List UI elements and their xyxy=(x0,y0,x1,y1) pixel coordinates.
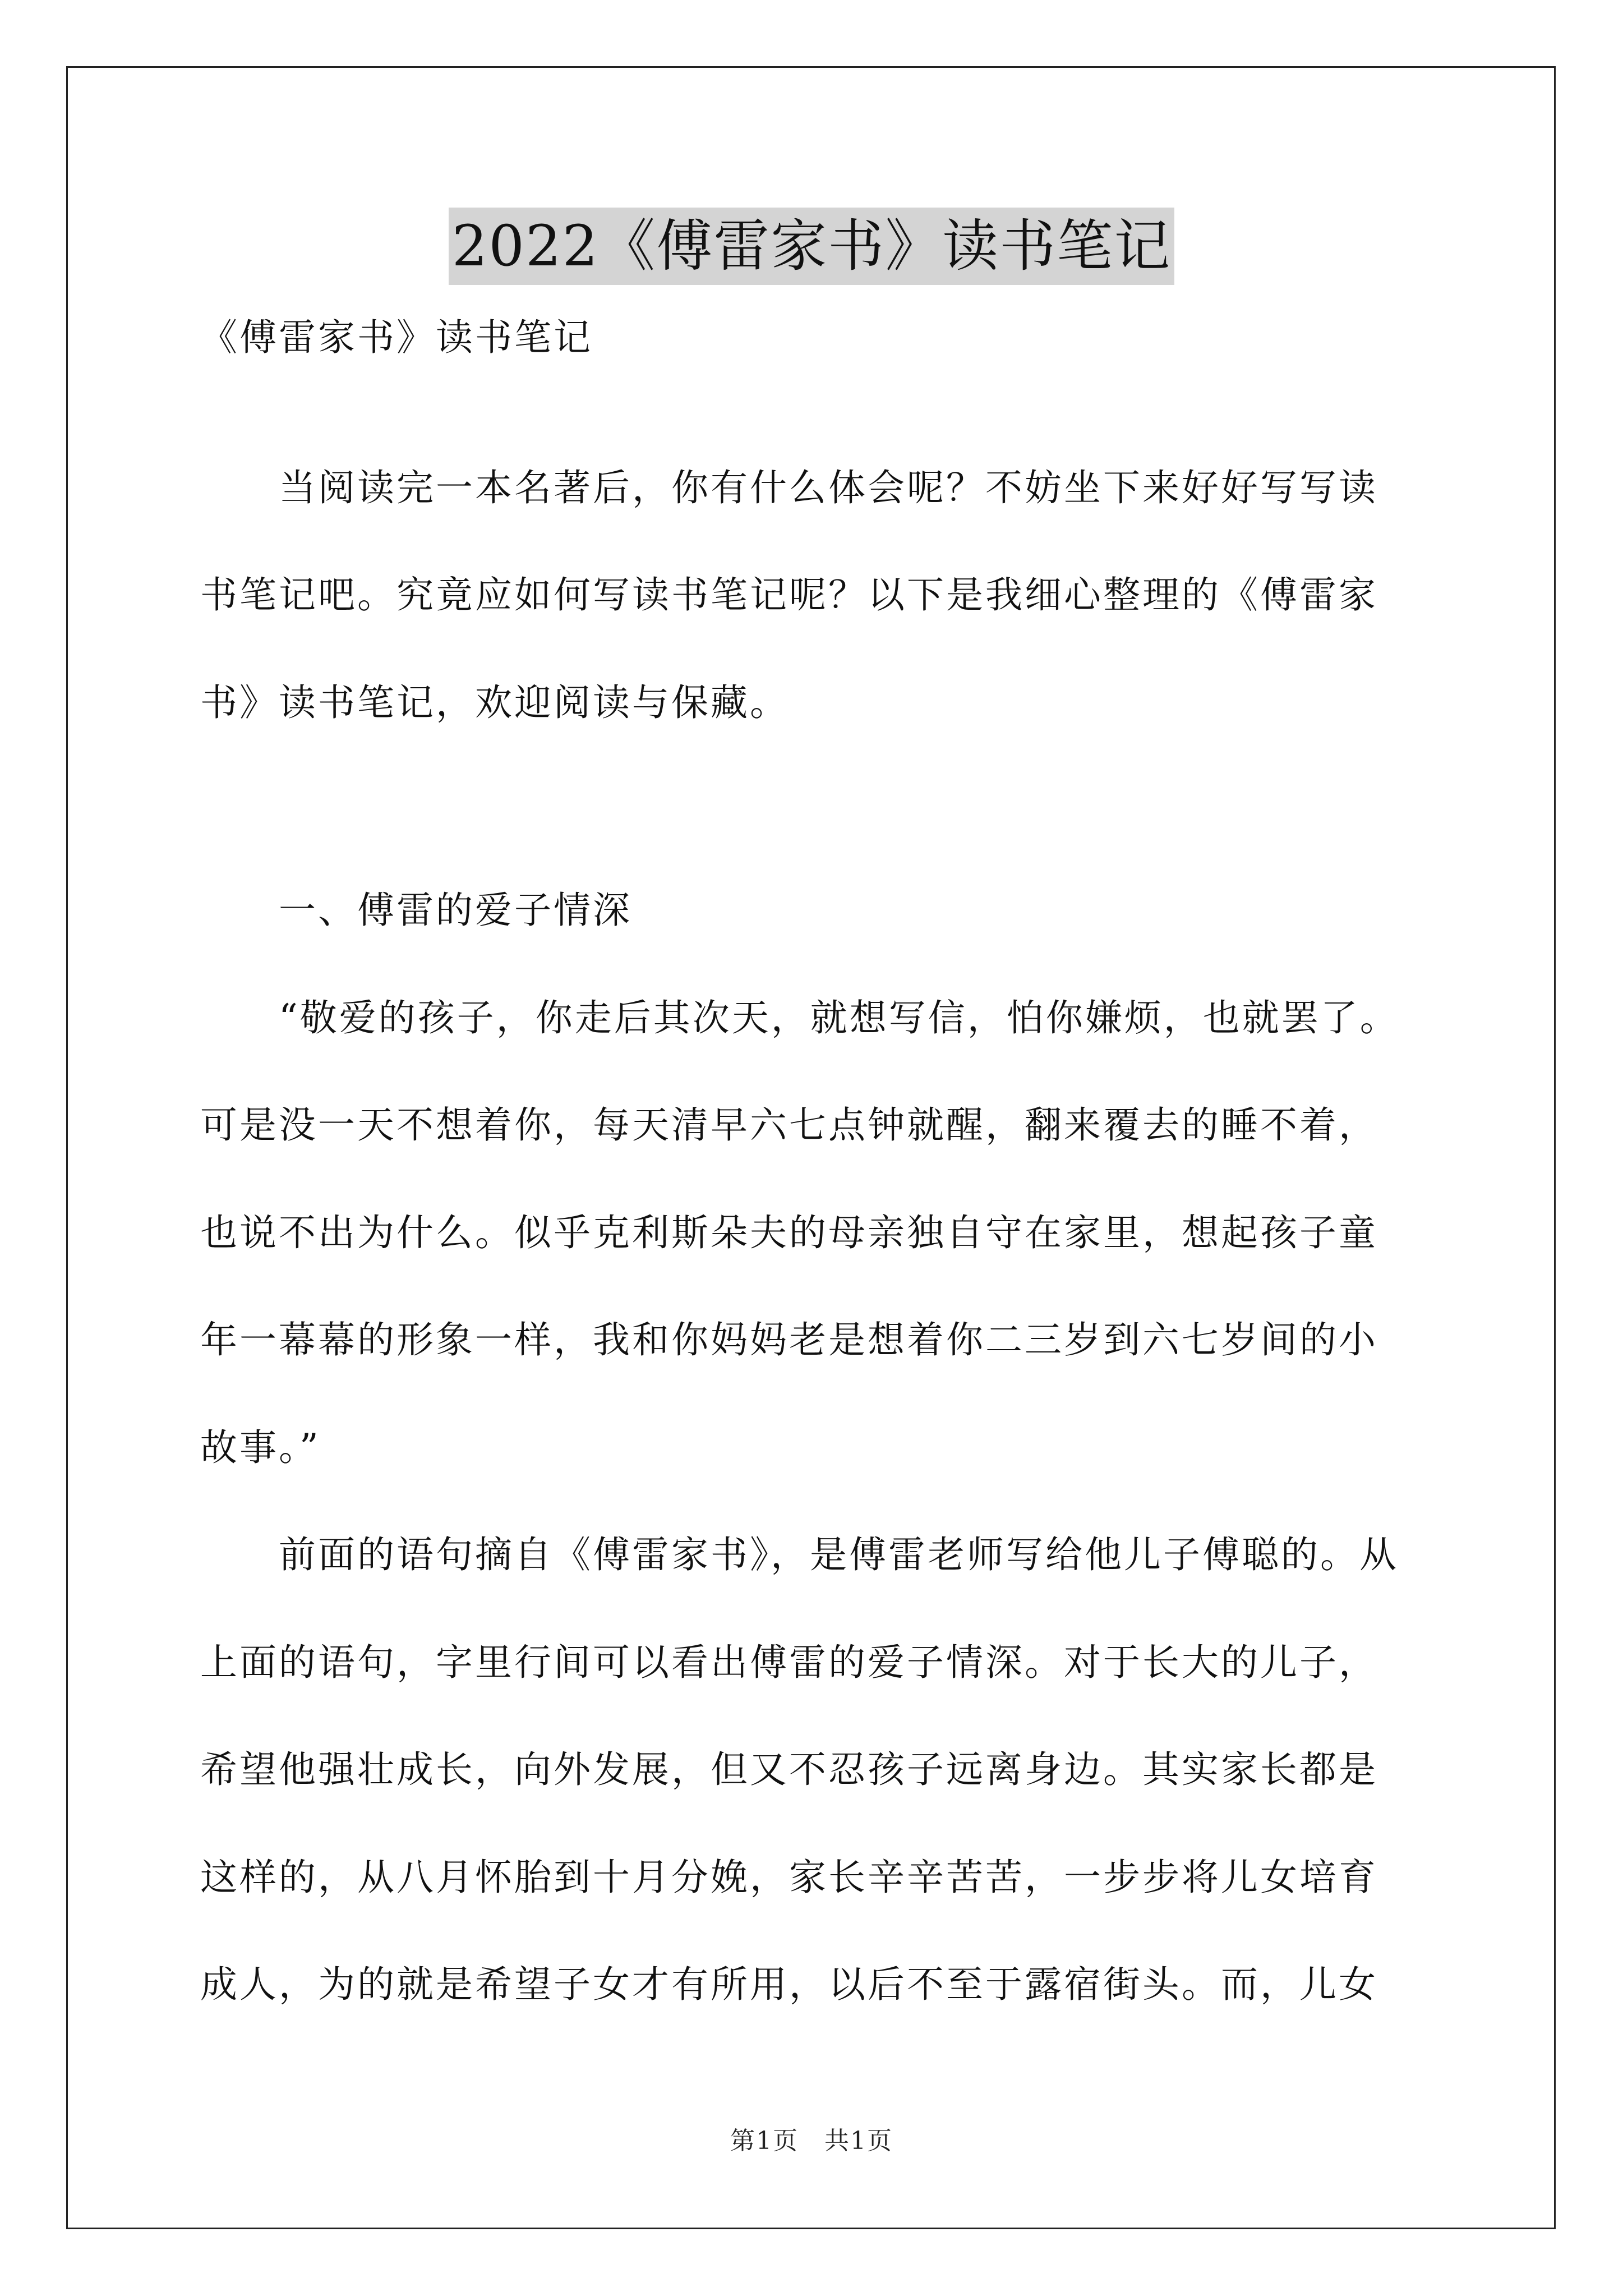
body-line: “敬爱的孩子，你走后其次天，就想写信，怕你嫌烦，也就罢了。 xyxy=(200,996,1399,1039)
body-line: 也说不出为什么。似乎克利斯朵夫的母亲独自守在家里，想起孩子童 xyxy=(200,1211,1378,1254)
body-line: 前面的语句摘自《傅雷家书》，是傅雷老师写给他儿子傅聪的。从 xyxy=(200,1533,1399,1576)
page-footer: 第1页 共1页 xyxy=(730,2127,893,2155)
body-line: 年一幕幕的形象一样，我和你妈妈老是想着你二三岁到六七岁间的小 xyxy=(200,1318,1378,1361)
body-line: 书笔记吧。究竟应如何写读书笔记呢？以下是我细心整理的《傅雷家 xyxy=(200,573,1378,616)
title-container xyxy=(0,208,1623,285)
body-line: 书》读书笔记，欢迎阅读与保藏。 xyxy=(200,681,789,724)
body-line: 一、傅雷的爱子情深 xyxy=(200,889,632,932)
body-line: 希望他强壮成长，向外发展，但又不忍孩子远离身边。其实家长都是 xyxy=(200,1748,1378,1791)
body-line: 《傅雷家书》读书笔记 xyxy=(200,316,593,359)
document-title: 2022《傅雷家书》读书笔记 xyxy=(449,208,1175,285)
body-line: 故事。” xyxy=(200,1426,321,1469)
body-line: 上面的语句，字里行间可以看出傅雷的爱子情深。对于长大的儿子， xyxy=(200,1641,1378,1684)
body-line: 可是没一天不想着你，每天清早六七点钟就醒，翻来覆去的睡不着， xyxy=(200,1103,1378,1147)
body-line: 成人，为的就是希望子女才有所用，以后不至于露宿街头。而，儿女 xyxy=(200,1963,1378,2006)
body-line: 当阅读完一本名著后，你有什么体会呢？不妨坐下来好好写写读 xyxy=(200,466,1378,509)
body-line: 这样的，从八月怀胎到十月分娩，家长辛辛苦苦，一步步将儿女培育 xyxy=(200,1856,1378,1899)
